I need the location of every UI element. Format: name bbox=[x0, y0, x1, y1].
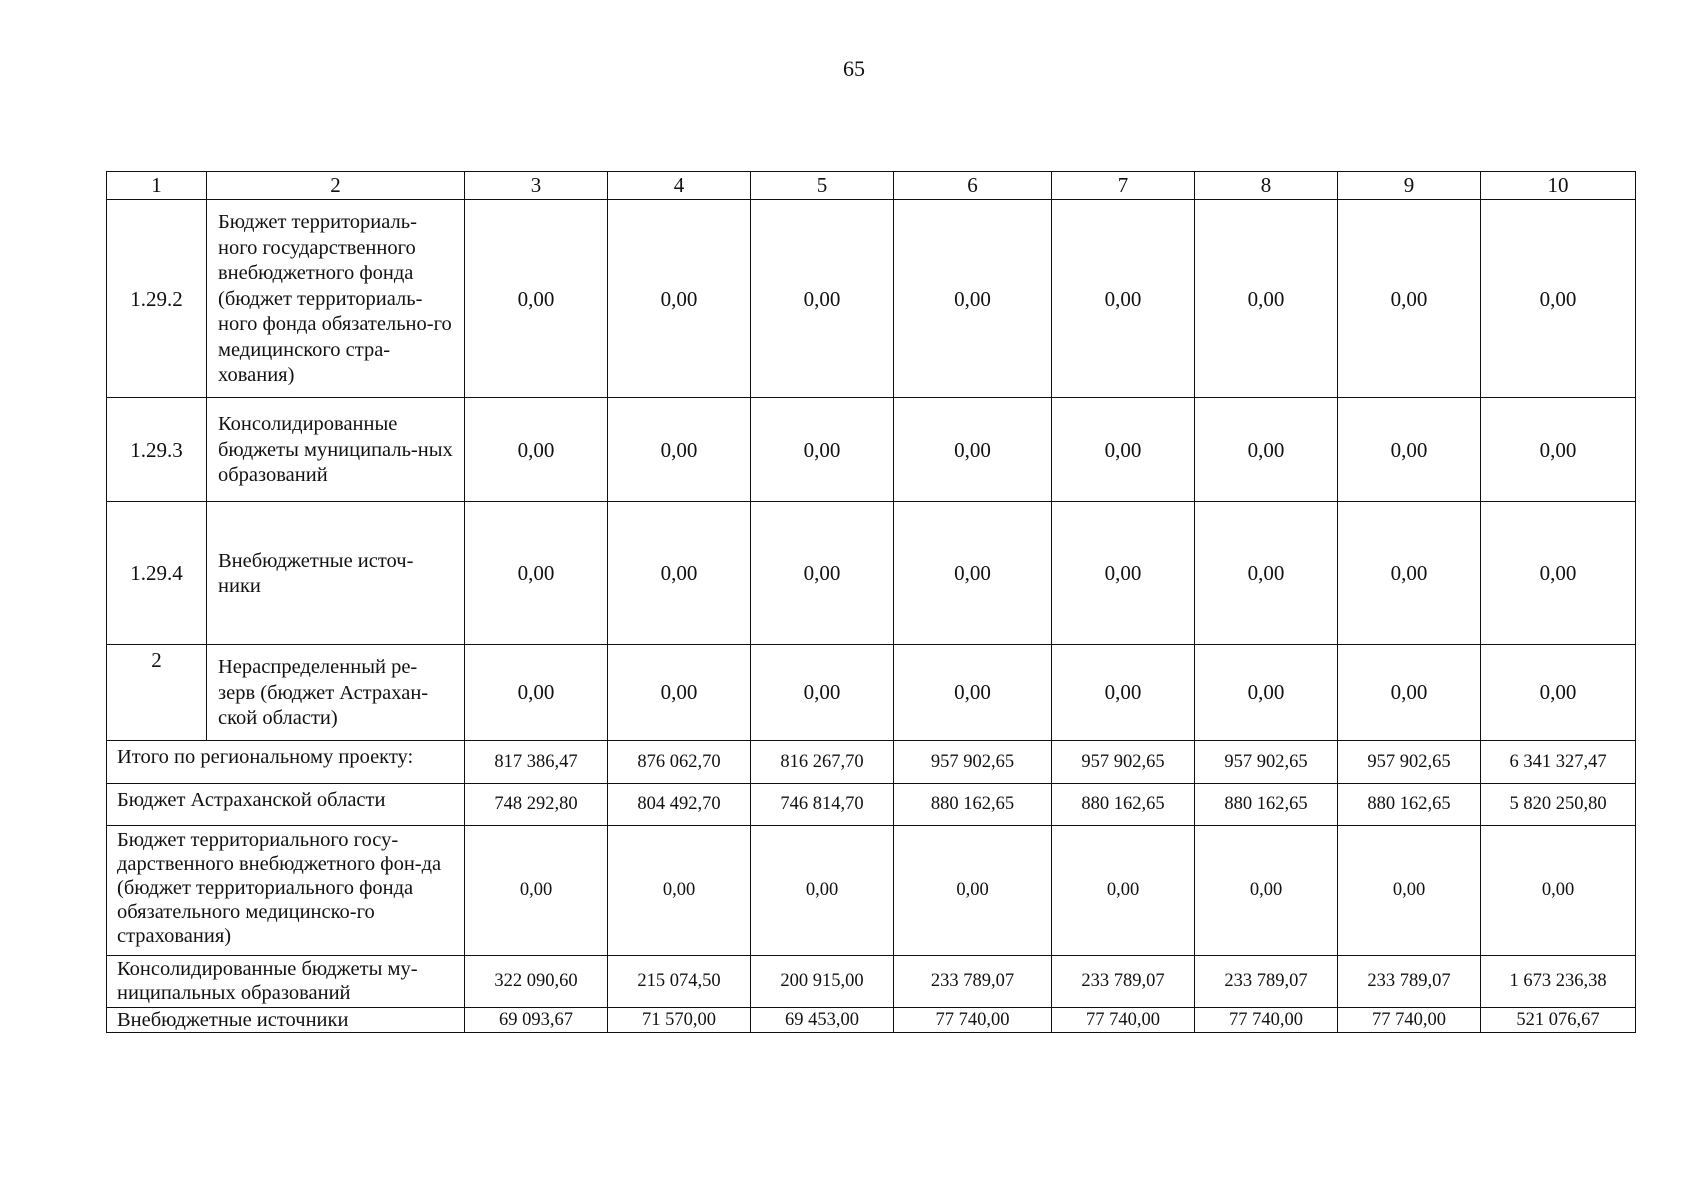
column-number: 8 bbox=[1195, 172, 1338, 200]
value-cell: 0,00 bbox=[1338, 398, 1481, 502]
value-cell: 957 902,65 bbox=[1195, 740, 1338, 783]
summary-name: Внебюджетные источники bbox=[107, 1007, 465, 1032]
value-cell: 0,00 bbox=[1195, 398, 1338, 502]
value-cell: 0,00 bbox=[608, 398, 751, 502]
table-row bbox=[107, 645, 1636, 741]
value-cell: 0,00 bbox=[894, 200, 1052, 398]
value-cell: 233 789,07 bbox=[894, 955, 1052, 1007]
column-number: 1 bbox=[107, 172, 207, 200]
value-cell: 0,00 bbox=[1195, 200, 1338, 398]
summary-row bbox=[107, 955, 1636, 1007]
row-code: 2 bbox=[107, 645, 207, 741]
row-name: Консолидированные бюджеты муниципаль-ных образований bbox=[207, 398, 465, 502]
value-cell: 0,00 bbox=[1338, 645, 1481, 741]
row-code: 1.29.2 bbox=[107, 200, 207, 398]
value-cell: 957 902,65 bbox=[1052, 740, 1195, 783]
value-cell: 0,00 bbox=[1052, 502, 1195, 645]
summary-row bbox=[107, 825, 1636, 955]
value-cell: 0,00 bbox=[1481, 645, 1636, 741]
column-number: 9 bbox=[1338, 172, 1481, 200]
table-row bbox=[107, 502, 1636, 645]
summary-name: Бюджет территориального госу-дарственного внебюджетного фон-да (бюджет территориального фонда обязательного медицинско-го страхования) bbox=[107, 825, 465, 955]
value-cell: 0,00 bbox=[1195, 502, 1338, 645]
value-cell: 0,00 bbox=[1481, 825, 1636, 955]
value-cell: 0,00 bbox=[751, 645, 894, 741]
summary-name: Бюджет Астраханской области bbox=[107, 783, 465, 825]
value-cell: 0,00 bbox=[608, 825, 751, 955]
value-cell: 0,00 bbox=[894, 502, 1052, 645]
column-number: 7 bbox=[1052, 172, 1195, 200]
value-cell: 0,00 bbox=[1195, 825, 1338, 955]
value-cell: 0,00 bbox=[751, 502, 894, 645]
summary-row bbox=[107, 740, 1636, 783]
value-cell: 880 162,65 bbox=[894, 783, 1052, 825]
value-cell: 0,00 bbox=[1338, 502, 1481, 645]
summary-row bbox=[107, 1007, 1636, 1032]
value-cell: 69 453,00 bbox=[751, 1007, 894, 1032]
value-cell: 77 740,00 bbox=[894, 1007, 1052, 1032]
value-cell: 0,00 bbox=[465, 502, 608, 645]
value-cell: 0,00 bbox=[894, 645, 1052, 741]
value-cell: 0,00 bbox=[608, 502, 751, 645]
value-cell: 215 074,50 bbox=[608, 955, 751, 1007]
value-cell: 200 915,00 bbox=[751, 955, 894, 1007]
value-cell: 0,00 bbox=[465, 200, 608, 398]
value-cell: 0,00 bbox=[1338, 200, 1481, 398]
column-number: 6 bbox=[894, 172, 1052, 200]
column-number: 2 bbox=[207, 172, 465, 200]
value-cell: 0,00 bbox=[465, 825, 608, 955]
value-cell: 0,00 bbox=[1481, 398, 1636, 502]
row-code: 1.29.4 bbox=[107, 502, 207, 645]
value-cell: 748 292,80 bbox=[465, 783, 608, 825]
value-cell: 233 789,07 bbox=[1052, 955, 1195, 1007]
row-code: 1.29.3 bbox=[107, 398, 207, 502]
value-cell: 957 902,65 bbox=[1338, 740, 1481, 783]
value-cell: 876 062,70 bbox=[608, 740, 751, 783]
value-cell: 233 789,07 bbox=[1195, 955, 1338, 1007]
row-name: Нераспределенный ре-зерв (бюджет Астрахан-ской области) bbox=[207, 645, 465, 741]
column-number: 5 bbox=[751, 172, 894, 200]
value-cell: 0,00 bbox=[608, 645, 751, 741]
value-cell: 0,00 bbox=[751, 825, 894, 955]
value-cell: 1 673 236,38 bbox=[1481, 955, 1636, 1007]
value-cell: 0,00 bbox=[1195, 645, 1338, 741]
value-cell: 816 267,70 bbox=[751, 740, 894, 783]
value-cell: 0,00 bbox=[465, 645, 608, 741]
value-cell: 880 162,65 bbox=[1338, 783, 1481, 825]
table-row bbox=[107, 200, 1636, 398]
value-cell: 0,00 bbox=[894, 825, 1052, 955]
summary-name: Итого по региональному проекту: bbox=[107, 740, 465, 783]
value-cell: 880 162,65 bbox=[1195, 783, 1338, 825]
value-cell: 0,00 bbox=[1052, 825, 1195, 955]
page-number: 65 bbox=[843, 56, 865, 81]
column-number: 3 bbox=[465, 172, 608, 200]
summary-name: Консолидированные бюджеты му-ниципальных образований bbox=[107, 955, 465, 1007]
table-row bbox=[107, 398, 1636, 502]
summary-row bbox=[107, 783, 1636, 825]
value-cell: 322 090,60 bbox=[465, 955, 608, 1007]
value-cell: 0,00 bbox=[1052, 398, 1195, 502]
value-cell: 0,00 bbox=[1481, 502, 1636, 645]
value-cell: 71 570,00 bbox=[608, 1007, 751, 1032]
column-number: 10 bbox=[1481, 172, 1636, 200]
value-cell: 77 740,00 bbox=[1338, 1007, 1481, 1032]
value-cell: 77 740,00 bbox=[1052, 1007, 1195, 1032]
value-cell: 0,00 bbox=[465, 398, 608, 502]
value-cell: 69 093,67 bbox=[465, 1007, 608, 1032]
value-cell: 0,00 bbox=[1052, 200, 1195, 398]
value-cell: 0,00 bbox=[894, 398, 1052, 502]
value-cell: 957 902,65 bbox=[894, 740, 1052, 783]
value-cell: 0,00 bbox=[751, 200, 894, 398]
value-cell: 746 814,70 bbox=[751, 783, 894, 825]
value-cell: 880 162,65 bbox=[1052, 783, 1195, 825]
budget-table bbox=[106, 171, 1636, 1033]
value-cell: 233 789,07 bbox=[1338, 955, 1481, 1007]
value-cell: 6 341 327,47 bbox=[1481, 740, 1636, 783]
value-cell: 0,00 bbox=[608, 200, 751, 398]
value-cell: 0,00 bbox=[1052, 645, 1195, 741]
value-cell: 0,00 bbox=[751, 398, 894, 502]
column-number: 4 bbox=[608, 172, 751, 200]
row-name: Бюджет территориаль-ного государственного внебюджетного фонда (бюджет территориаль-ного фонда обязательно-го медицинского стра-хования) bbox=[207, 200, 465, 398]
value-cell: 77 740,00 bbox=[1195, 1007, 1338, 1032]
value-cell: 817 386,47 bbox=[465, 740, 608, 783]
value-cell: 0,00 bbox=[1481, 200, 1636, 398]
column-number-row bbox=[107, 172, 1636, 200]
value-cell: 5 820 250,80 bbox=[1481, 783, 1636, 825]
row-name: Внебюджетные источ-ники bbox=[207, 502, 465, 645]
value-cell: 521 076,67 bbox=[1481, 1007, 1636, 1032]
value-cell: 0,00 bbox=[1338, 825, 1481, 955]
value-cell: 804 492,70 bbox=[608, 783, 751, 825]
